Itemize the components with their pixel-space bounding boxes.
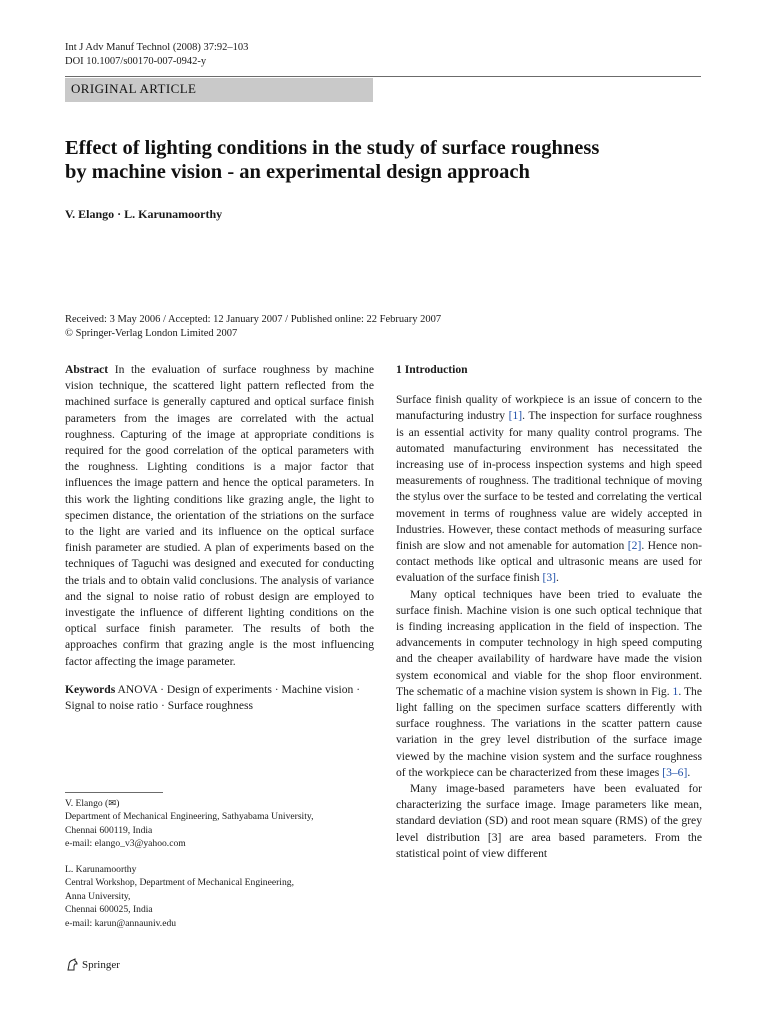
- intro-paragraph-1: [396, 392, 702, 586]
- abstract-text: In the evaluation of surface roughness by machine vision technique, the scattered light pattern reflected from the machined surface is generally captured and optical surface finish parameters from the images are correlated with the actual roughness. Capturing of the image at appropriate conditions is required for the good correlation of the optical parameters with the roughness. Lighting conditions is a major factor that influences the image pattern and hence the optical parameters. In this work the lighting conditions like grazing angle, the light to specimen distance, the orientation of the striations on the surface to the light are varied and its influence on the optical surface finish parameter are studied. A plan of experiments based on the techniques of Taguchi was designed and executed for conducting the trials and to obtain valid conclusions. The analysis of variance and the signal to noise ratio of robust design are employed to investigate the influence of different lighting conditions on the optical surface finish parameter. The results of both the approaches confirm that grazing angle is the most influencing factor affecting the image parameter.: [65, 363, 374, 668]
- right-column: [396, 362, 702, 862]
- authors: V. Elango · L. Karunamoorthy: [65, 207, 223, 221]
- text-run: .: [556, 571, 559, 585]
- affiliation-email[interactable]: e-mail: elango_v3@yahoo.com: [65, 838, 186, 850]
- affiliation-karunamoorthy: [65, 863, 365, 930]
- left-column: [65, 362, 374, 714]
- keywords-text: ANOVA · Design of experiments · Machine vision · Signal to noise ratio · Surface roughness: [65, 682, 361, 713]
- citation-link[interactable]: [3]: [542, 571, 557, 585]
- keywords-label: Keywords: [65, 682, 116, 696]
- citation-link[interactable]: [3–6]: [662, 765, 688, 779]
- affiliation-line: Department of Mechanical Engineering, Sathyabama University,: [65, 811, 314, 823]
- springer-horse-icon: [65, 958, 79, 972]
- intro-paragraph-2: [396, 587, 702, 781]
- doi: DOI 10.1007/s00170-007-0942-y: [65, 56, 207, 67]
- affiliation-rule: [65, 792, 163, 793]
- citation-link[interactable]: [2]: [627, 539, 642, 553]
- abstract-label: Abstract: [65, 363, 109, 376]
- affiliation-email[interactable]: e-mail: karun@annauniv.edu: [65, 917, 177, 929]
- copyright: © Springer-Verlag London Limited 2007: [65, 328, 238, 339]
- publisher-name: Springer: [82, 959, 120, 971]
- affiliation-line: Chennai 600119, India: [65, 824, 153, 836]
- text-run: . The light falling on the specimen surface scatters differently with surface roughness. The variations in the scatter pattern cause variation in the grey level distribution of the surface image viewed by the machine vision system and the surface roughness of the workpiece can be characterized from these images: [396, 684, 702, 779]
- abstract: [65, 362, 374, 670]
- journal-citation: Int J Adv Manuf Technol (2008) 37:92–103: [65, 42, 249, 53]
- paper-title: Effect of lighting conditions in the study of surface roughness by machine vision - an experimental design approach: [65, 137, 600, 183]
- intro-paragraph-3: Many image-based parameters have been evaluated for characterizing the surface image. Image parameters like mean, standard deviation (SD) and root mean square (RMS) of the grey level distribution [3] are area based parameters. From the statistical point of view different: [396, 782, 702, 860]
- affiliation-name: L. Karunamoorthy: [65, 864, 137, 875]
- figure-link[interactable]: 1: [672, 684, 679, 698]
- affiliation-line: Central Workshop, Department of Mechanical Engineering,: [65, 877, 294, 889]
- publication-dates: Received: 3 May 2006 / Accepted: 12 January 2007 / Published online: 22 February 2007: [65, 314, 442, 325]
- affiliation-elango: [65, 797, 365, 851]
- text-run: Surface finish quality of workpiece is an issue of concern to the manufacturing industry: [396, 393, 702, 423]
- affiliation-line: Anna University,: [65, 890, 131, 902]
- affiliation-name: V. Elango (✉): [65, 798, 120, 809]
- header-rule: [65, 76, 701, 77]
- section-heading-introduction: 1 Introduction: [396, 363, 468, 376]
- text-run: . Hence non-contact methods like optical and ultrasonic means are used for evaluation of the surface finish: [396, 539, 702, 585]
- article-type-band: ORIGINAL ARTICLE: [65, 78, 373, 102]
- text-run: . The inspection for surface roughness is an essential activity for many quality control programs. The automated manufacturing environment has necessitated the increasing use of in-process inspection systems and high speed measurements of roughness. The traditional technique of moving the stylus over the surface to be tested and correlating the vertical movement in terms of roughness value are widely accepted in Industries. However, these contact methods of measuring surface finish are slow and not amenable for automation: [396, 409, 702, 553]
- citation-link[interactable]: [1]: [508, 409, 523, 423]
- affiliation-line: Chennai 600025, India: [65, 904, 153, 916]
- keywords: [65, 682, 374, 714]
- text-run: .: [687, 765, 691, 779]
- text-run: Many optical techniques have been tried to evaluate the surface finish. Machine vision is one such optical technique that is finding increasing application in the field of inspection. The advancements in computer technology in high speed computing and the cheaper availability of hardware have made the vision system economical and viable for the shop floor environment. The schematic of a machine vision system is shown in Fig.: [396, 587, 702, 698]
- publisher-footer: [65, 957, 120, 973]
